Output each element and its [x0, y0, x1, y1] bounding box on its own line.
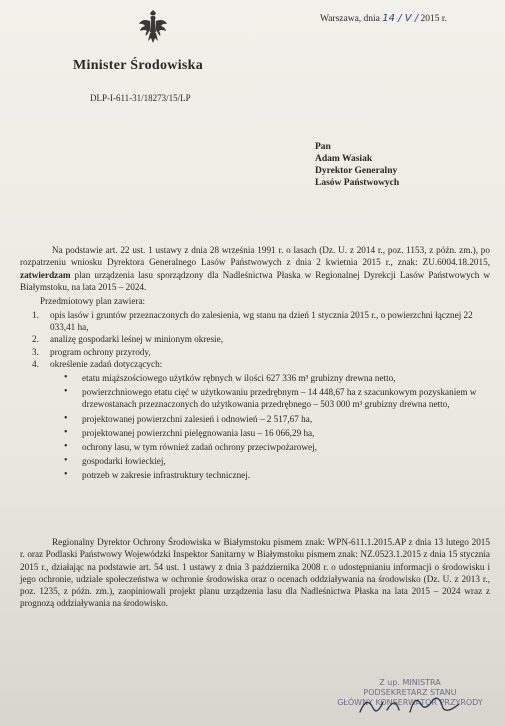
bullet-icon: • — [64, 441, 68, 453]
sub-item: • potrzeb w zakresie infrastruktury technicznej. — [64, 469, 251, 481]
eagle-emblem-icon — [138, 10, 168, 44]
addressee-salutation: Pan — [315, 142, 331, 152]
bullet-icon: • — [64, 412, 68, 424]
addressee-block — [315, 141, 399, 189]
sub-item: • powierzchniowego etatu cięć w użytkowaniu przedrębnym – 14 448,67 ha z szacunkowym pozyskaniem w drzewostanach przeznaczonych do użytkowania przedrębnego – 503 000 m³ grubizny drewna netto, — [64, 386, 477, 410]
sub-item: • projektowanej powierzchni zalesień i odnowień – 2 517,67 ha, — [64, 412, 313, 424]
list-item: 2. analizę gospodarki leśnej w minionym okresie, — [32, 334, 223, 345]
year: 2015 r. — [420, 14, 447, 24]
bullet-icon: • — [64, 469, 68, 481]
addressee-org: Lasów Państwowych — [315, 178, 400, 188]
list-item: 3. program ochrony przyrody, — [32, 346, 151, 357]
sub-item: • ochrony lasu, w tym również zadań ochrony przeciwpożarowej, — [64, 441, 317, 453]
place-date — [320, 13, 447, 24]
place-label: Warszawa, dnia — [320, 14, 380, 24]
document-reference: DLP-I-611-31/18273/15/LP — [90, 93, 191, 103]
bullet-icon: • — [64, 455, 68, 467]
approval-word: zatwierdzam — [20, 269, 71, 280]
sub-item: • gospodarki łowieckiej, — [64, 455, 166, 467]
handwritten-date: 14 / V / — [382, 13, 419, 24]
contents-list — [20, 309, 490, 484]
office-title: Minister Środowiska — [73, 58, 204, 73]
list-intro: Przedmiotowy plan zawiera: — [40, 296, 146, 306]
official-stamp: Z up. MINISTRA PODSEKRETARZ STANU GŁÓWNY KONSERWATOR PRZYRODY — [337, 678, 483, 707]
addressee-title: Dyrektor Generalny — [315, 166, 398, 176]
sub-item: • etatu miąższościowego użytków rębnych w ilości 627 336 m³ grubizny drewna netto, — [64, 372, 396, 384]
paragraph-1: Na podstawie art. 22 ust. 1 ustawy z dnia 28 września 1991 r. o lasach (Dz. U. z 2014 r., poz. 1153, z późn. zm.), po rozpatrzeniu wniosku Dyrektora Generalnego Lasów Państwowych z dnia 2 kwietnia 2015 r., znak: ZU.6004.18.2015, zatwierdzam plan urządzenia lasu sporządzony dla Nadleśnictwa Płaska w Regionalnej Dyrekcji Lasów Państwowych w Białymstoku, na lata 2015 – 2024. — [20, 245, 491, 292]
addressee-name: Adam Wasiak — [315, 154, 373, 164]
bullet-icon: • — [64, 386, 68, 398]
list-item: 1. opis lasów i gruntów przeznaczonych do zalesienia, wg stanu na dzień 1 stycznia 2015 r., o powierzchni łącznej 22 033,41 ha, — [32, 310, 473, 333]
sub-item: • projektowanej powierzchni pielęgnowania lasu – 16 066,29 ha, — [64, 426, 315, 438]
bullet-icon: • — [64, 372, 68, 384]
list-item: 4. określenie zadań dotyczących: — [32, 358, 163, 369]
handwritten-signature — [355, 690, 465, 720]
bullet-icon: • — [64, 426, 68, 438]
paragraph-2: Regionalny Dyrektor Ochrony Środowiska w Białymstoku pismem znak: WPN-611.1.2015.AP z dnia 13 lutego 2015 r. oraz Podlaski Państwowy Wojewódzki Inspektor Sanitarny w Białymstoku pismem znak: NZ.0523.1.2015 z dnia 15 stycznia 2015 r., działając na podstawie art. 54 ust. 1 ustawy z dnia 3 października 2008 r. o udostępnianiu informacji o środowisku i jego ochronie, udziale społeczeństwa w ochronie środowiska oraz o ocenach oddziaływania na środowisko (Dz. U. z 2013 r., poz. 1235, z późn. zm.), zaopiniowali projekt planu urządzenia lasu dla Nadleśnictwa Płaska na lata 2015 – 2024 wraz z prognozą oddziaływania na środowisko. — [20, 537, 490, 609]
